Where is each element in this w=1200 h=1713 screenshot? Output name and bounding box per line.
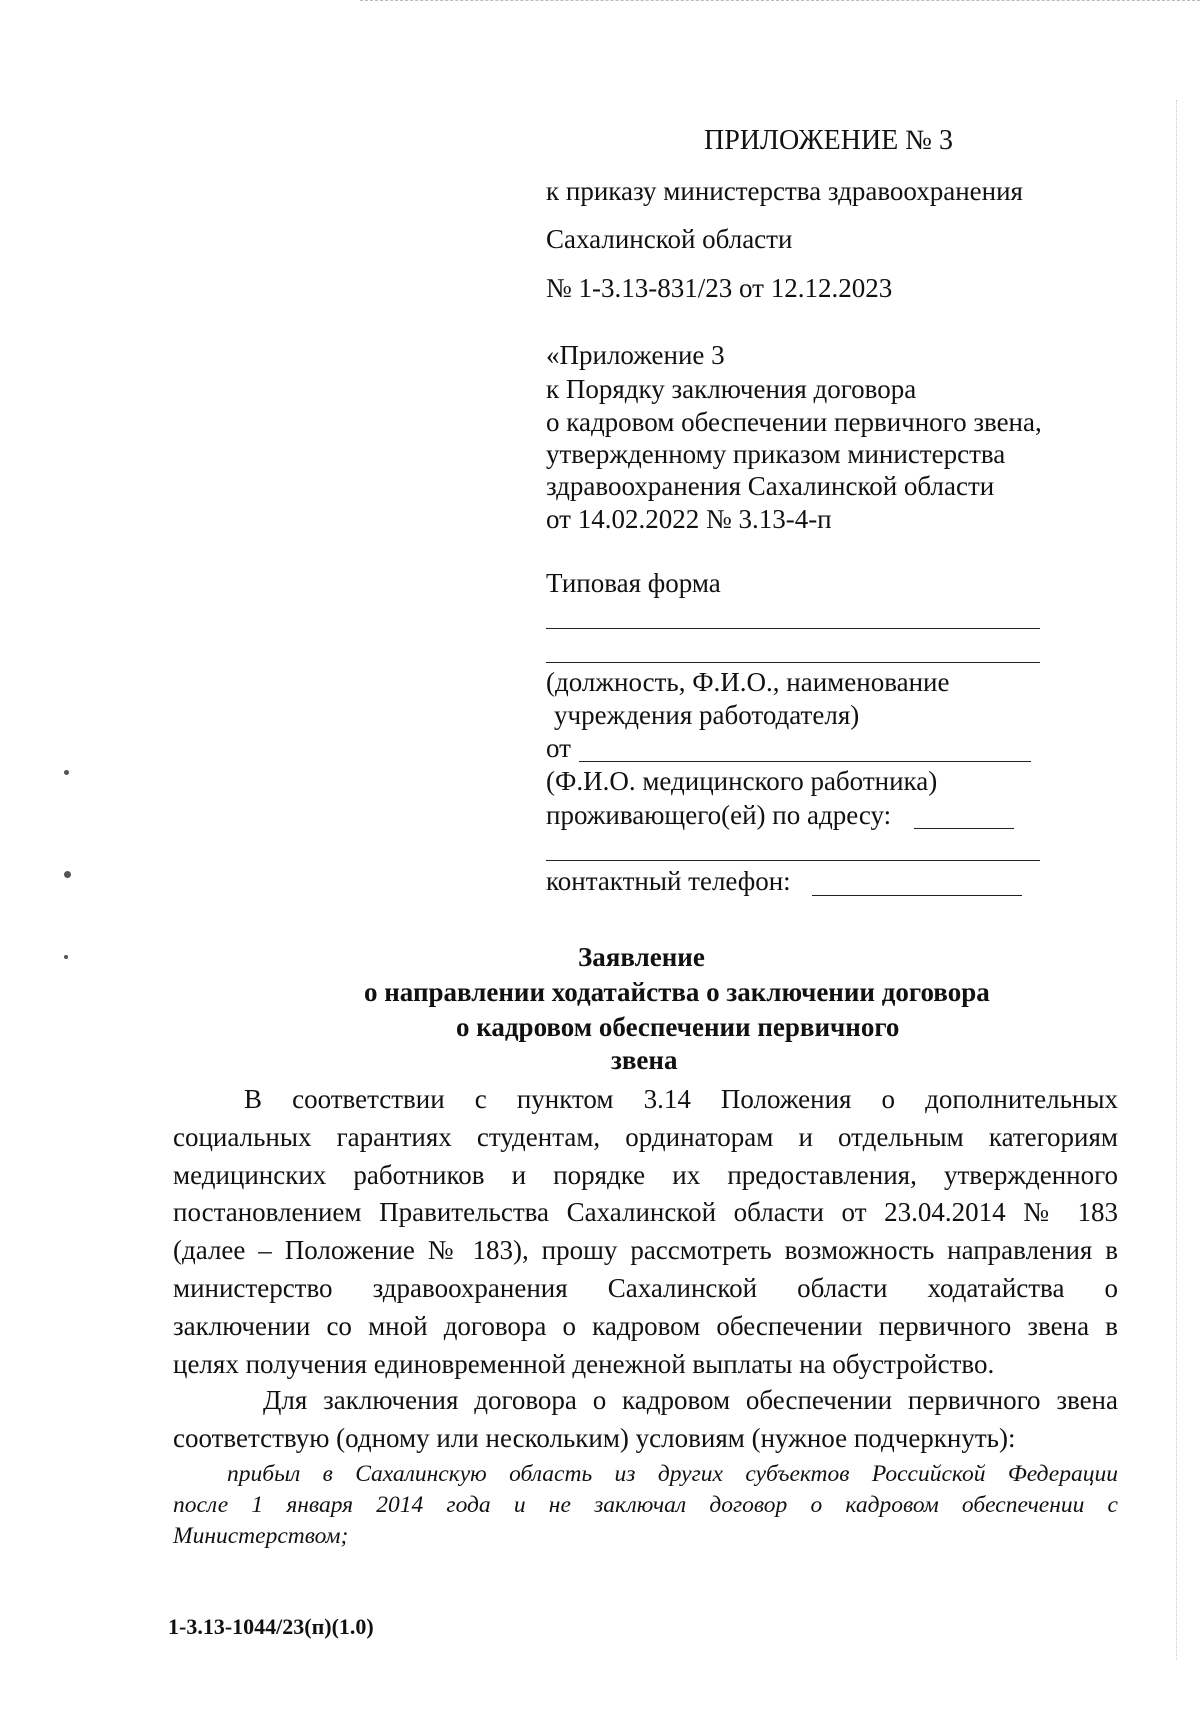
paragraph-request-line: заключении со мной договора о кадровом обеспечении первичного звена в [173,1310,1118,1341]
scan-speck [64,871,71,878]
paragraph-request-line: министерство здравоохранения Сахалинской области ходатайства о [173,1272,1118,1303]
condition-line: Министерством; [173,1523,349,1549]
phone-blank[interactable] [812,895,1022,896]
paragraph-conditions-line: Для заключения договора о кадровом обеспечении первичного звена [263,1385,1118,1415]
paragraph-request-line: социальных гарантиях студентам, ординаторам и отдельным категориям [173,1121,1118,1152]
address-blank-line[interactable] [546,860,1040,861]
form-type-label: Типовая форма [546,568,721,598]
paragraph-conditions-line: соответствую (одному или нескольким) условиям (нужное подчеркнуть): [173,1422,1016,1453]
reference-line-3: о кадровом обеспечении первичного звена, [546,407,1042,437]
paragraph-request-line: В соответствии с пунктом 3.14 Положения о дополнительных [244,1084,1118,1114]
paragraph-conditions [173,1382,1118,1458]
reference-line-2: к Порядку заключения договора [546,374,917,404]
employer-blank-line-1[interactable] [546,628,1040,629]
document-code: 1-3.13-1044/23(п)(1.0) [168,1614,374,1639]
paragraph-request-line: постановлением Правительства Сахалинской области от 23.04.2014 № 183 [173,1197,1118,1228]
scan-edge-top [360,0,1200,1]
reference-line-6: от 14.02.2022 № 3.13-4-п [546,504,832,534]
worker-name-hint: (Ф.И.О. медицинского работника) [546,766,938,796]
reference-line-5: здравоохранения Сахалинской области [546,471,995,501]
statement-subtitle-line-2: о кадровом обеспечении первичного [456,1012,900,1042]
condition-line: прибыл в Сахалинскую область из других субъектов Российской Федерации [227,1461,1118,1487]
employer-blank-line-2[interactable] [546,662,1040,663]
order-number-date: № 1-3.13-831/23 от 12.12.2023 [546,273,893,303]
address-blank-short[interactable] [914,828,1014,829]
order-line-2: Сахалинской области [546,224,793,254]
order-line-1: к приказу министерства здравоохранения [546,176,1023,206]
address-label: проживающего(ей) по адресу: [546,800,892,830]
worker-name-blank[interactable] [579,761,1031,762]
statement-subtitle-line-1: о направлении ходатайства о заключении договора [364,977,990,1007]
from-label: от [546,733,571,763]
paragraph-request-line: целях получения единовременной денежной выплаты на обустройство. [173,1348,995,1379]
reference-line-4: утвержденному приказом министерства [546,439,1006,469]
condition-line: после 1 января 2014 года и не заключал договор о кадровом обеспечении с [173,1492,1118,1518]
scan-edge-right [1176,100,1177,1660]
employer-hint-line-1: (должность, Ф.И.О., наименование [546,667,950,697]
statement-title: Заявление [578,942,705,972]
reference-line-1: «Приложение 3 [546,340,725,370]
paragraph-request-line: медицинских работников и порядке их предоставления, утвержденного [173,1159,1118,1190]
paragraph-request [173,1081,1118,1383]
statement-subtitle-line-3: звена [611,1045,678,1075]
condition-item [173,1459,1118,1552]
scan-speck [64,770,69,775]
phone-label: контактный телефон: [546,866,791,896]
scan-speck [64,955,68,959]
appendix-title: ПРИЛОЖЕНИЕ № 3 [704,125,953,156]
paragraph-request-line: (далее – Положение № 183), прошу рассмотреть возможность направления в [173,1235,1118,1266]
employer-hint-line-2: учреждения работодателя) [554,700,860,730]
